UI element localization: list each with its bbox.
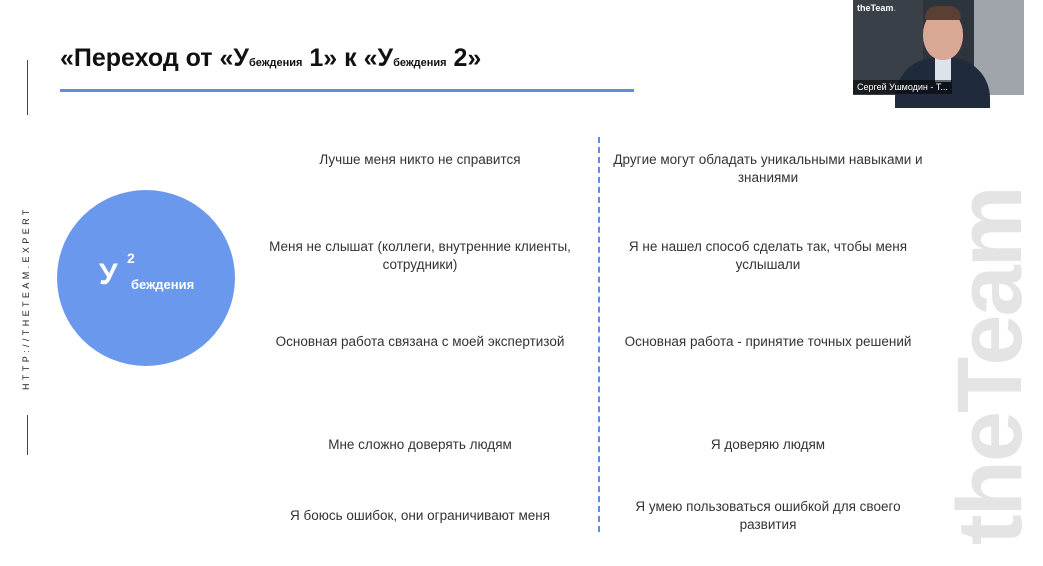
left-rule-top (27, 60, 28, 115)
belief-4-left: Мне сложно доверять людям (328, 437, 512, 452)
belief-5-right: Я умею пользоваться ошибкой для своего развития (635, 499, 901, 532)
belief-2-left: Меня не слышат (коллеги, внутренние клиенты, сотрудники) (269, 239, 571, 272)
slide-title: «Переход от «Убеждения 1» к «Убеждения 2» (60, 44, 482, 72)
participant-name-label: Сергей Ушмодин - T... (853, 80, 952, 94)
left-rule-bottom (27, 415, 28, 455)
belief-4-right: Я доверяю людям (710, 437, 826, 452)
belief-3-right: Основная работа - принятие точных решений (624, 334, 912, 349)
video-brand-logo: theTeam. (857, 3, 896, 13)
belief-3-left: Основная работа связана с моей экспертизой (275, 334, 565, 349)
belief-1-left: Лучше меня никто не справится (319, 152, 521, 167)
circle-superscript: 2 (127, 250, 135, 266)
title-underline (60, 89, 634, 92)
column-divider (598, 137, 600, 532)
circle-letter: У (99, 258, 118, 291)
belief-1-right: Другие могут обладать уникальными навыками и знаниями (613, 152, 923, 185)
brand-watermark: theTeam (939, 187, 1041, 545)
participant-video-tile[interactable] (853, 0, 1024, 95)
belief-5-left: Я боюсь ошибок, они ограничивают меня (289, 508, 551, 523)
circle-subscript: беждения (131, 277, 195, 292)
vertical-url: HTTP://THETEAM.EXPERT (21, 206, 31, 390)
belief-2-right: Я не нашел способ сделать так, чтобы меня услышали (628, 239, 908, 272)
beliefs-circle (57, 190, 235, 366)
